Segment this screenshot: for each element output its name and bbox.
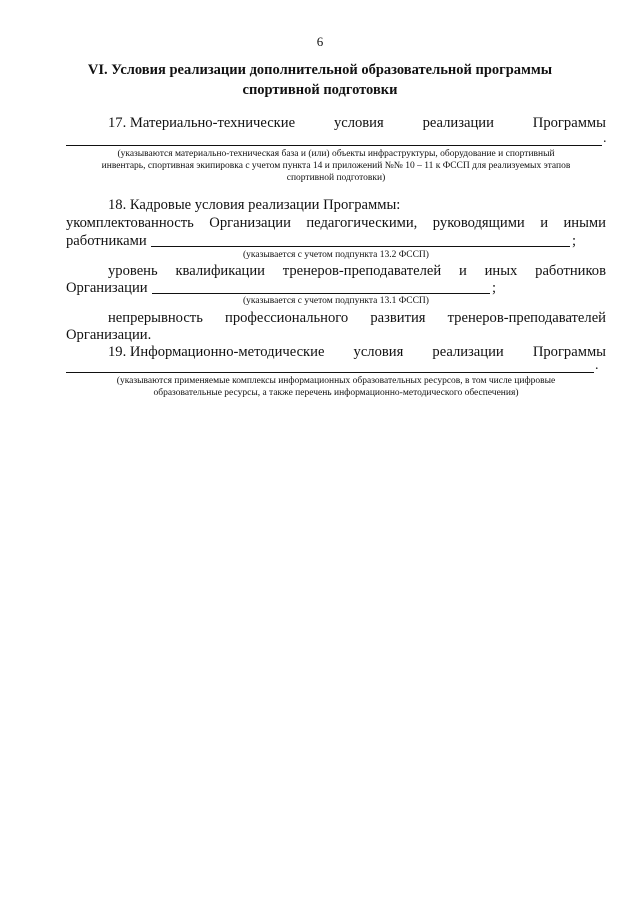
item18-qualification-end: ; bbox=[491, 280, 496, 296]
section-title bbox=[0, 60, 640, 100]
item18-qualification-word: квалификации bbox=[175, 263, 265, 279]
item17-note-line3: спортивной подготовки) bbox=[286, 173, 386, 183]
item19-fill-line[interactable] bbox=[66, 372, 594, 373]
item18-staffing-word: укомплектованность bbox=[66, 215, 194, 231]
item17-line bbox=[108, 114, 606, 132]
item18-continuity-word: развития bbox=[370, 310, 426, 326]
section-title-line1: VI. Условия реализации дополнительной образовательной программы bbox=[87, 62, 553, 78]
item18-qualification-line bbox=[108, 262, 606, 280]
item18-continuity-word: профессионального bbox=[225, 310, 349, 326]
item18-continuity-word: непрерывность bbox=[108, 310, 203, 326]
item18-qualification-word: тренеров-преподавателей bbox=[282, 263, 442, 279]
item17-word: условия bbox=[333, 115, 384, 131]
item18-qualification-word: работников bbox=[535, 263, 606, 279]
item19-end-mark: . bbox=[595, 358, 599, 373]
item17-note bbox=[66, 148, 606, 184]
item18-staffing-word: педагогическими, bbox=[306, 215, 418, 231]
item19-note bbox=[66, 375, 606, 399]
item17-fill-line[interactable] bbox=[66, 145, 602, 146]
section-title-line2: спортивной подготовки bbox=[242, 82, 398, 98]
item18-qualification-fill-line[interactable] bbox=[152, 293, 490, 294]
item18-qualification-word: уровень bbox=[108, 263, 158, 279]
item19-word: реализации bbox=[432, 344, 504, 360]
page-number: 6 bbox=[316, 34, 324, 49]
item18-staffing-line bbox=[66, 214, 606, 232]
item19-word: 19. Информационно-методические bbox=[108, 344, 325, 360]
item18-qualification-word: иных bbox=[484, 263, 518, 279]
item18-continuity-cont: Организации. bbox=[66, 327, 152, 343]
item18-staffing-word: и bbox=[540, 215, 549, 231]
item19-word: условия bbox=[353, 344, 404, 360]
item18-staffing-cont bbox=[66, 232, 576, 250]
item19-word: Программы bbox=[532, 344, 606, 360]
item19-note-line1: (указываются применяемые комплексы информационных образовательных ресурсов, в том числе цифровые bbox=[116, 376, 556, 386]
item19-line bbox=[108, 343, 606, 361]
item18-staffing-word: руководящими bbox=[432, 215, 525, 231]
item17-note-line1: (указываются материально-техническая база и (или) объекты инфраструктуры, оборудование и спортивный bbox=[117, 149, 555, 159]
item18-staffing-cont-text: работниками bbox=[66, 233, 147, 249]
item18-continuity-line bbox=[108, 309, 606, 327]
item18-staffing-end: ; bbox=[571, 233, 576, 249]
item17-note-line2: инвентарь, спортивная экипировка с учетом пункта 14 и приложений №№ 10 – 11 к ФССП для реализуемых этапов bbox=[101, 161, 571, 171]
item17-word: реализации bbox=[422, 115, 494, 131]
item18-staffing-note: (указывается с учетом подпункта 13.2 ФССП) bbox=[243, 250, 429, 260]
item18-staffing-word: иными bbox=[563, 215, 606, 231]
item18-qualification-note: (указывается с учетом подпункта 13.1 ФССП) bbox=[243, 296, 429, 306]
item17-word: 17. Материально-технические bbox=[108, 115, 296, 131]
item18-qualification-cont-text: Организации bbox=[66, 280, 148, 296]
item18-continuity-word: тренеров-преподавателей bbox=[447, 310, 606, 326]
item19-note-line2: образовательные ресурсы, а также перечень информационно-методического обеспечения) bbox=[153, 388, 519, 398]
item18-staffing-fill-line[interactable] bbox=[151, 246, 570, 247]
item17-end-mark: . bbox=[603, 131, 607, 146]
item18-qualification-word: и bbox=[458, 263, 467, 279]
item18-title: 18. Кадровые условия реализации Программы: bbox=[108, 197, 401, 213]
item17-word: Программы bbox=[532, 115, 606, 131]
item18-staffing-word: Организации bbox=[209, 215, 291, 231]
